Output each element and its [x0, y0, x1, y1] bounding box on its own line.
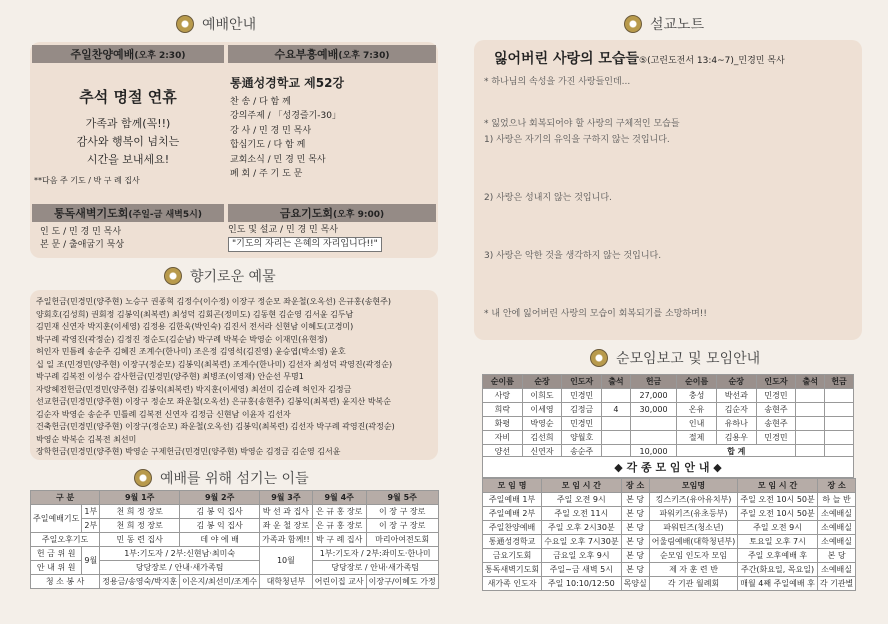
cell-col-header: 출석 [602, 375, 631, 389]
sermon-panel [474, 40, 862, 340]
dawn-prayer-bar: 통독새벽기도회 (주일-금 새벽5시) [32, 204, 224, 222]
table-row [483, 521, 856, 535]
cell-cell [796, 403, 825, 417]
cell-cell: 민경민 [756, 431, 796, 445]
cell-cell: 온유 [677, 403, 717, 417]
meetings-cell: 주일~금 새벽 5시 [542, 563, 621, 577]
meetings-cell: 본 당 [621, 535, 649, 549]
bible-line: 강 사 / 민 경 민 목사 [230, 125, 312, 136]
offering-line: 박구례 김복전 이성수 감사헌금(민경민(양주현) 최병조(이영재) 안순선 무명1 [36, 372, 304, 381]
roster-col-header: 9월 1주 [100, 491, 180, 505]
sermon-line: 3) 사랑은 악한 것을 생각하지 않는 것입니다. [484, 251, 662, 261]
cell-cell: 양선 [483, 445, 523, 459]
meetings-cell: 주일 10:10/12:50 [542, 577, 621, 591]
cell-table-wrap [482, 374, 854, 459]
sermon-line: * 하나님의 속성을 가진 사랑들인데... [484, 77, 631, 87]
meetings-cell: 본 당 [621, 493, 649, 507]
roster-cell: 은 규 홍 장로 [312, 505, 366, 519]
cell-cell: 김선희 [522, 431, 562, 445]
cell-col-header: 출석 [796, 375, 825, 389]
table-row [483, 549, 856, 563]
table-row [31, 533, 439, 547]
sermon-heading-row [494, 48, 785, 68]
meetings-cell: 주일예배 1부 [483, 493, 542, 507]
offering-line: 양회호(김성희) 권회정 김봉익(최복련) 최성덕 김회곤(정미도) 김동현 김순영 김서윤 김두남 [36, 309, 354, 319]
sermon-header [624, 14, 704, 34]
worship-panel [30, 42, 438, 258]
meetings-cell: 킹스키즈(유아유치부) [649, 493, 738, 507]
cell-cell: 박영순 [522, 417, 562, 431]
roster-cell: 정용금/송영숙/박지훈 [100, 575, 180, 589]
chuseok-note: **다음 주 기도 / 박 구 례 집사 [34, 176, 140, 185]
cell-cell [602, 417, 631, 431]
cell-cell [796, 431, 825, 445]
chuseok-line: 가족과 함께(꼭!!) [85, 117, 171, 130]
cell-cell [630, 417, 676, 431]
sermon-line: * 잃었으나 회복되어야 할 사랑의 구체적인 모습들 [484, 119, 680, 129]
table-row [31, 547, 439, 561]
roster-cell: 천 희 정 장로 [100, 519, 180, 533]
cell-cell: 이세영 [522, 403, 562, 417]
cell-cell: 30,000 [630, 403, 676, 417]
offering-line: 김순자 박영순 송순주 민틀례 김복전 신연자 김정금 신현남 이윤자 김선자 [36, 409, 291, 419]
roster-header [134, 468, 309, 488]
roster-cell: 헌 금 위 원 [31, 547, 82, 561]
friday-quote: "기도의 자리는 은혜의 자리입니다!!" [228, 237, 382, 252]
roster-cell: 이 장 구 장로 [366, 505, 438, 519]
meetings-cell: 주일 오전 10시 50분 [738, 493, 818, 507]
sermon-title: 설교노트 [650, 17, 705, 33]
cell-col-header: 헌금 [630, 375, 676, 389]
roster-cell: 1부:기도자 / 2부:신현남·최미숙 [100, 547, 260, 561]
meetings-cell: 소예배실 [817, 507, 855, 521]
meetings-cell: 주일 오후 2시30분 [542, 521, 621, 535]
roster-cell: 당당장로 / 안내·새가족팀 [100, 561, 260, 575]
meetings-cell: 주일 오전 9시 [738, 521, 818, 535]
cell-cell: 신연자 [522, 445, 562, 459]
cell-col-header: 순이름 [677, 375, 717, 389]
cell-cell: 10,000 [630, 445, 676, 459]
roster-cell: 10월 [260, 547, 313, 575]
offering-list [36, 296, 428, 459]
cell-cell: 민경민 [562, 389, 602, 403]
roster-cell: 이장구/이혜도 가정 [366, 575, 438, 589]
cell-cell: 사랑 [483, 389, 523, 403]
roster-cell: 1부:기도자 / 2부:좌미도·한나미 [312, 547, 438, 561]
meetings-cell: 본 당 [621, 563, 649, 577]
cell-title: 순모임보고 및 모임안내 [616, 351, 761, 367]
chuseok-line: 시간을 보내세요! [86, 153, 170, 166]
table-row [483, 493, 856, 507]
cell-cell [602, 389, 631, 403]
cell-cell: 민경민 [756, 389, 796, 403]
cell-col-header: 순이름 [483, 375, 523, 389]
cell-col-header: 인도자 [562, 375, 602, 389]
table-row [483, 417, 854, 431]
worship-title: 예배안내 [202, 17, 257, 33]
meetings-cell: 주일찬양예배 [483, 521, 542, 535]
offering-title: 향기로운 예물 [190, 269, 276, 285]
meetings-cell: 금요기도회 [483, 549, 542, 563]
roster-col-header: 구 분 [31, 491, 100, 505]
meetings-cell: 주일 오전 11시 [542, 507, 621, 521]
cell-col-header: 인도자 [756, 375, 796, 389]
roster-cell: 어린이집 교사 [312, 575, 366, 589]
cell-col-header: 순장 [716, 375, 756, 389]
meetings-col-header: 장 소 [621, 479, 649, 493]
chuseok-title: 추석 명절 연휴 [79, 88, 177, 106]
sermon-line: 2) 사랑은 성내지 않는 것입니다. [484, 193, 612, 203]
offering-line: 허인자 민틈례 송순주 김혜진 조계수(한나미) 조은정 김영석(김진영) 윤승엽(박소영) 윤호 [36, 347, 346, 356]
roster-col-header: 9월 3주 [260, 491, 313, 505]
meetings-cell: 소예배실 [817, 535, 855, 549]
meetings-table [482, 478, 856, 591]
dawn-box [40, 226, 124, 252]
roster-cell: 당당장로 / 안내·새가족팀 [312, 561, 438, 575]
meetings-table-wrap [482, 456, 854, 591]
meetings-cell: 통通성경학교 [483, 535, 542, 549]
meetings-cell: 소예배실 [817, 563, 855, 577]
roster-cell: 1부 [82, 505, 100, 519]
cell-cell: 유하나 [716, 417, 756, 431]
meetings-cell: 소예배실 [817, 521, 855, 535]
bible-line: 찬 송 / 다 함 께 [230, 96, 291, 107]
friday-line: 인도 및 설교 / 민 경 민 목사 [228, 225, 338, 235]
meetings-cell: 본 당 [621, 521, 649, 535]
meetings-cell: 순모임 인도자 모임 [649, 549, 738, 563]
roster-cell: 주일오후기도 [31, 533, 100, 547]
offering-line: 장학헌금(민경민(양주현) 박영순 구제헌금(민경민(양주현) 박영순 김정금 김순영 김서윤 [36, 447, 341, 456]
offering-line: 십 일 조(민경민(양주현) 이장구(정순모) 김봉익(최복련) 조계수(한나미) 김선자 최성덕 곽영진(곽정순) [36, 359, 393, 369]
table-row [483, 389, 854, 403]
cell-cell: 4 [602, 403, 631, 417]
table-row [483, 535, 856, 549]
meetings-cell: 각 기관별 [817, 577, 855, 591]
roster-cell: 2부 [82, 519, 100, 533]
roster-cell: 가족과 함께!! [260, 533, 313, 547]
roster-cell: 주일예배기도 [31, 505, 82, 533]
roster-title: 예배를 위해 섬기는 이들 [160, 471, 309, 487]
cell-cell: 김정금 [562, 403, 602, 417]
table-row [483, 577, 856, 591]
roster-cell: 은 규 홍 장로 [312, 519, 366, 533]
wed-service-bar: 수요부흥예배 (오후 7:30) [228, 45, 436, 63]
cell-cell: 민경민 [562, 417, 602, 431]
offering-line: 박구례 곽영진(곽정순) 김정진 정순도(김순남) 박구례 박복순 박영순 이재민(유현정) [36, 334, 328, 344]
meetings-cell: 주간(화요일, 목요일) [738, 563, 818, 577]
roster-cell: 마리아여전도회 [366, 533, 438, 547]
table-row [31, 505, 439, 519]
meetings-cell: 본 당 [621, 549, 649, 563]
meetings-col-header: 장 소 [817, 479, 855, 493]
table-row [483, 375, 854, 389]
roster-col-header: 9월 4주 [312, 491, 366, 505]
offering-line: 주일헌금(민경민(양주현) 노승구 권종혁 김정수(이수정) 이장구 정순모 좌운철(오옥선) 은규홍(송현주) [36, 297, 392, 306]
meetings-cell: 본 당 [817, 549, 855, 563]
meetings-cell: 파워틴즈(청소년) [649, 521, 738, 535]
roster-cell: 천 희 정 장로 [100, 505, 180, 519]
bible-line: 교회소식 / 민 경 민 목사 [230, 154, 326, 165]
cell-cell [796, 417, 825, 431]
sermon-ref: ⑤(고린도전서 13:4~7)_민경민 목사 [639, 56, 785, 66]
sermon-heading: 잃어버린 사랑의 모습들 [494, 51, 639, 67]
dawn-line: 인 도 / 민 경 민 목사 [40, 227, 122, 237]
cell-col-header: 헌금 [825, 375, 854, 389]
meetings-cell: 주일 오전 9시 [542, 493, 621, 507]
cell-cell: 이희도 [522, 389, 562, 403]
bible-school-title: 통通성경학교 제52강 [230, 76, 345, 90]
meetings-cell: 통독새벽기도회 [483, 563, 542, 577]
cell-cell [825, 417, 854, 431]
church-logo-icon [134, 469, 152, 487]
cell-cell: 화평 [483, 417, 523, 431]
bible-line: 폐 회 / 주 기 도 문 [230, 169, 303, 179]
meetings-cell: 주일예배 2부 [483, 507, 542, 521]
cell-cell: 절제 [677, 431, 717, 445]
cell-cell: 박선과 [716, 389, 756, 403]
cell-table [482, 374, 854, 459]
meetings-cell: 매월 4째 주일예배 후 [738, 577, 818, 591]
meetings-col-header: 모 임 명 [483, 479, 542, 493]
offering-line: 자랑헤전헌금(민경민(양주현) 김봉익(최복련) 박지훈(이세영) 최선미 김순례 허인자 김정금 [36, 384, 352, 394]
meetings-cell: 주일 오전 10시 50분 [738, 507, 818, 521]
church-logo-icon [624, 15, 642, 33]
table-row [483, 403, 854, 417]
cell-col-header: 순장 [522, 375, 562, 389]
roster-cell: 데 야 에 배 [180, 533, 260, 547]
roster-cell: 안 내 위 원 [31, 561, 82, 575]
meetings-col-header: 모임명 [649, 479, 738, 493]
cell-cell [796, 389, 825, 403]
roster-cell: 좌 운 철 장로 [260, 519, 313, 533]
offering-line: 박영순 박복순 김복전 최선미 [36, 434, 137, 444]
table-row [483, 479, 856, 493]
offering-line: 김민재 신연자 박지훈(이세영) 김정용 김한욱(박인숙) 김진서 전서라 신현남 이혜도(고경미) [36, 322, 354, 331]
cell-cell [630, 431, 676, 445]
meetings-cell: 하 늘 반 [817, 493, 855, 507]
cell-cell: 송순주 [562, 445, 602, 459]
roster-cell: 9월 [82, 547, 100, 575]
cell-cell: 양월호 [562, 431, 602, 445]
offering-line: 건축헌금(민경민(양주현) 이장구(정순모) 좌운철(오옥선) 김봉익(최복련) 김선자 박구례 곽영진(곽정순) [36, 422, 395, 431]
cell-cell: 김순자 [716, 403, 756, 417]
meetings-cell: 새가족 인도자 [483, 577, 542, 591]
table-row [483, 563, 856, 577]
cell-cell [825, 403, 854, 417]
bible-line: 강의주제 / 「성경즐기-30」 [230, 111, 342, 121]
roster-table [30, 490, 439, 589]
meetings-col-header: 모 임 시 간 [542, 479, 621, 493]
cell-cell: 김용우 [716, 431, 756, 445]
roster-cell: 김 봉 익 집사 [180, 519, 260, 533]
sunday-service-bar: 주일찬양예배 (오후 2:30) [32, 45, 224, 63]
cell-cell: 송현주 [756, 403, 796, 417]
table-row [483, 431, 854, 445]
roster-cell: 이은지/최선미/조계수 [180, 575, 260, 589]
chuseok-box [34, 72, 222, 186]
roster-cell: 박 선 과 집사 [260, 505, 313, 519]
offering-line: 선교헌금(민경민(양주현) 이장구 정순모 좌운철(오옥선) 은규홍(송현주) 김봉익(최복련) 윤지산 박복순 [36, 397, 392, 406]
friday-prayer-bar: 금요기도회 (오후 9:00) [228, 204, 436, 222]
cell-total-label: 합 계 [677, 445, 796, 459]
chuseok-line: 감사와 행복이 넘치는 [76, 135, 180, 148]
roster-cell: 이 장 구 장로 [366, 519, 438, 533]
meetings-cell: 어울림예배(대학청년부) [649, 535, 738, 549]
meetings-cell: 제 자 훈 련 반 [649, 563, 738, 577]
meetings-cell: 토요일 오후 7시 [738, 535, 818, 549]
meetings-cell: 각 기관 월례회 [649, 577, 738, 591]
meetings-cell: 금요일 오후 9시 [542, 549, 621, 563]
worship-header [176, 14, 256, 34]
cell-cell: 27,000 [630, 389, 676, 403]
roster-col-header: 9월 5주 [366, 491, 438, 505]
cell-cell: 희락 [483, 403, 523, 417]
cell-cell [602, 431, 631, 445]
meetings-title: ◆ 각 종 모 임 안 내 ◆ [482, 456, 854, 478]
cell-cell: 충성 [677, 389, 717, 403]
sermon-line: 1) 사랑은 자기의 유익을 구하지 않는 것입니다. [484, 135, 670, 145]
cell-cell [825, 389, 854, 403]
roster-cell: 민 동 련 집사 [100, 533, 180, 547]
friday-box [228, 224, 382, 252]
cell-cell: 송현주 [756, 417, 796, 431]
church-logo-icon [590, 349, 608, 367]
church-logo-icon [164, 267, 182, 285]
roster-cell: 김 봉 익 집사 [180, 505, 260, 519]
meetings-cell: 목양실 [621, 577, 649, 591]
meetings-cell: 파워키즈(유초등부) [649, 507, 738, 521]
cell-cell: 인내 [677, 417, 717, 431]
cell-cell: 자비 [483, 431, 523, 445]
offering-header [164, 266, 276, 286]
roster-cell: 청 소 봉 사 [31, 575, 100, 589]
meetings-cell: 수요일 오후 7시30분 [542, 535, 621, 549]
table-row [31, 575, 439, 589]
bible-line: 합심기도 / 다 함 께 [230, 140, 306, 150]
roster-cell: 대학청년부 [260, 575, 313, 589]
meetings-cell: 주일 오후예배 후 [738, 549, 818, 563]
church-logo-icon [176, 15, 194, 33]
dawn-line: 본 문 / 출애굽기 묵상 [40, 240, 125, 250]
roster-table-wrap [30, 490, 438, 589]
table-row [483, 507, 856, 521]
sermon-line: * 내 안에 잃어버린 사랑의 모습이 회복되기를 소망하며!! [484, 309, 708, 319]
bible-school-box [230, 72, 430, 182]
meetings-cell: 본 당 [621, 507, 649, 521]
meetings-col-header: 모 임 시 간 [738, 479, 818, 493]
cell-cell [825, 431, 854, 445]
cell-header [590, 348, 760, 368]
table-row [31, 519, 439, 533]
roster-col-header: 9월 2주 [180, 491, 260, 505]
roster-cell: 박 구 례 집사 [312, 533, 366, 547]
